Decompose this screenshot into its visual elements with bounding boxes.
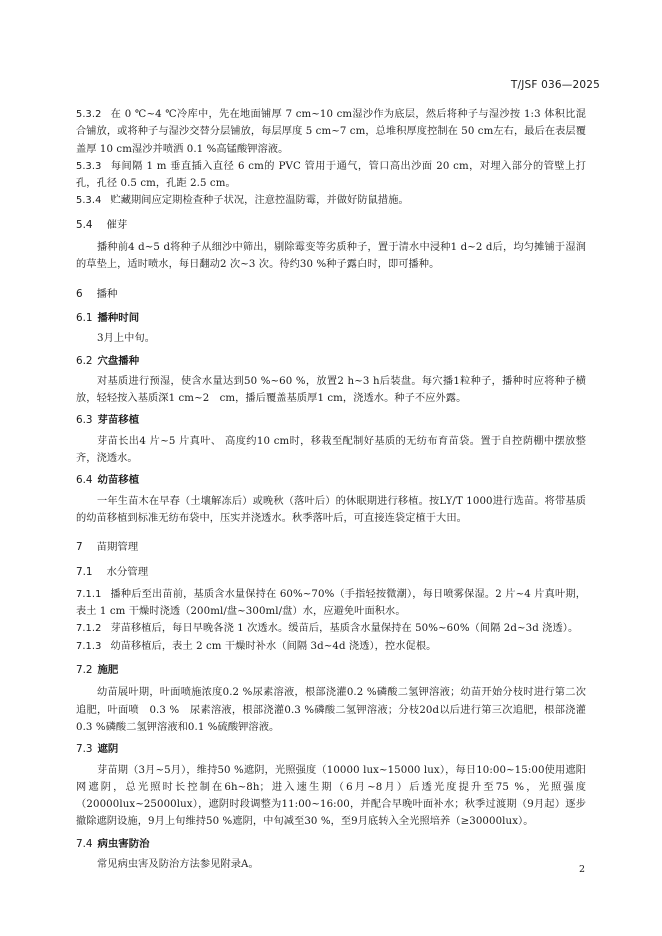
heading-7-4 bbox=[76, 836, 586, 853]
heading-title: 幼苗移植 bbox=[97, 474, 140, 487]
heading-title: 播种 bbox=[96, 287, 118, 300]
paragraph-7-2: 幼苗展叶期，叶面喷施浓度0.2 %尿素溶液，根部浇灌0.2 %磷酸二氢钾溶液；幼苗开始分枝时进行第二次追肥，叶面喷 0.3 % 尿素溶液，根部浇灌0.3 %磷酸二氢钾溶液；分枝20d以后进行第三次追肥，根部浇灌0.3 %磷酸二氢钾溶液和0.1 %硫酸钾溶液。 bbox=[76, 687, 586, 733]
heading-6-3 bbox=[76, 412, 586, 429]
clause-7-1-2 bbox=[76, 620, 586, 637]
heading-title: 遮阴 bbox=[97, 743, 119, 756]
heading-title: 水分管理 bbox=[106, 565, 149, 578]
heading-7-3 bbox=[76, 741, 586, 758]
paragraph-6-3: 芽苗长出4 片~5 片真叶、 高度约10 cm时，移栽至配制好基质的无纺布育苗袋。置于自控荫棚中摆放整齐，浇透水。 bbox=[76, 435, 586, 465]
heading-number: 6.2 bbox=[76, 354, 93, 367]
heading-number: 5.4 bbox=[76, 218, 93, 231]
heading-number: 7 bbox=[76, 541, 83, 554]
heading-7 bbox=[76, 539, 586, 556]
heading-number: 6.3 bbox=[76, 414, 93, 427]
clause-5-3-3 bbox=[76, 158, 586, 193]
clause-number: 7.1.1 bbox=[76, 588, 102, 600]
heading-number: 7.1 bbox=[76, 565, 93, 578]
heading-6-4 bbox=[76, 472, 586, 489]
clause-number: 5.3.2 bbox=[76, 109, 102, 120]
paragraph-6-2: 对基质进行预湿，使含水量达到50 %~60 %，放置2 h~3 h后装盘。每穴播1粒种子，播种时应将种子横放，轻轻按入基质深1 cm~2 cm，播后覆盖基质厚1 cm，浇透水。种子不应外露。 bbox=[76, 375, 586, 405]
paragraph-7-3: 芽苗期（3月~5月），维持50 %遮阴，光照强度（10000 lux~15000 lux），每日10:00~15:00使用遮阳网遮阴，总光照时长控制在6h~8h；进入速生期（6月~8月）后透光度提升至75 %，光照强度（20000lux~25000lux），遮阴时段调整为11:00~16:00，并配合早晚叶面补水；秋季过渡期（9月起）逐步撤除遮阴设施，9月上旬维持50 %遮阴，中旬减至30 %，至9月底转入全光照培养（≥30000lux）。 bbox=[76, 764, 586, 828]
heading-number: 6.1 bbox=[76, 311, 93, 324]
heading-number: 7.2 bbox=[76, 664, 93, 677]
heading-number: 6.4 bbox=[76, 474, 93, 487]
clause-number: 5.3.4 bbox=[76, 195, 102, 207]
heading-5-4 bbox=[76, 217, 586, 234]
heading-title: 病虫害防治 bbox=[97, 837, 150, 850]
heading-number: 7.4 bbox=[76, 837, 93, 850]
heading-6 bbox=[76, 286, 586, 303]
heading-title: 芽苗移植 bbox=[97, 414, 140, 427]
clause-5-3-2 bbox=[76, 106, 586, 158]
heading-6-2 bbox=[76, 353, 586, 370]
paragraph-6-4: 一年生苗木在早春（土壤解冻后）或晚秋（落叶后）的休眠期进行移植。按LY/T 1000进行选苗。将带基质的幼苗移植到标准无纺布袋中，压实并浇透水。秋季落叶后，可直接连袋定植于大田。 bbox=[76, 495, 586, 524]
heading-title: 播种时间 bbox=[97, 311, 140, 324]
clause-number: 7.1.2 bbox=[76, 623, 102, 635]
heading-6-1 bbox=[76, 310, 586, 327]
clause-number: 7.1.3 bbox=[76, 640, 102, 652]
heading-title: 苗期管理 bbox=[96, 541, 139, 554]
heading-7-2 bbox=[76, 662, 586, 679]
clause-number: 5.3.3 bbox=[76, 160, 102, 172]
clause-5-3-4 bbox=[76, 192, 586, 209]
clause-text: 幼苗移植后，表土 2 cm 干燥时补水（间隔 3d~4d 浇透），控水促根。 bbox=[110, 640, 437, 652]
clause-text: 每间隔 1 m 垂直插入直径 6 cm的 PVC 管用于通气，管口高出沙面 20 cm，对埋入部分的管壁上打孔，孔径 0.5 cm，孔距 2.5 cm。 bbox=[76, 160, 586, 190]
doc-code-header: T/JSF 036—2025 bbox=[510, 79, 600, 91]
paragraph-6-1: 3月上中旬。 bbox=[97, 333, 156, 345]
heading-7-1 bbox=[76, 564, 586, 581]
clause-7-1-1 bbox=[76, 586, 586, 621]
clause-7-1-3 bbox=[76, 638, 586, 655]
page-number: 2 bbox=[579, 864, 586, 875]
heading-number: 7.3 bbox=[76, 743, 93, 756]
clause-text: 播种后至出苗前，基质含水量保持在 60%~70%（手指轻按微潮），每日喷雾保湿。2 片~4 片真叶期，表土 1 cm 干燥时浇透（200ml/盘~300ml/盘）水，应避免叶面积水。 bbox=[76, 588, 586, 618]
clause-text: 贮藏期间应定期检查种子状况，注意控温防霉，并做好防鼠措施。 bbox=[110, 195, 409, 207]
paragraph-7-4: 常见病虫害及防治方法参见附录A。 bbox=[97, 858, 259, 870]
document-body bbox=[76, 106, 586, 873]
heading-title: 穴盘播种 bbox=[97, 354, 140, 367]
heading-number: 6 bbox=[76, 287, 83, 300]
paragraph-5-4: 播种前4 d~5 d将种子从细沙中筛出，剔除霉变等劣质种子，置于清水中浸种1 d~2 d后，均匀摊铺于湿润的草垫上，适时喷水，每日翻动2 次~3 次。待约30 %种子露白时，即可播种。 bbox=[76, 242, 586, 271]
heading-title: 施肥 bbox=[97, 664, 119, 677]
heading-title: 催芽 bbox=[106, 218, 128, 231]
clause-text: 在 0 ℃~4 ℃冷库中，先在地面铺厚 7 cm~10 cm湿沙作为底层，然后将种子与湿沙按 1:3 体积比混合铺放，或将种子与湿沙交替分层铺放，每层厚度 5 cm~7 cm，总堆积厚度控制在 50 cm左右，最后在表层覆盖厚 10 cm湿沙并喷洒 0.1 %高锰酸钾溶液。 bbox=[76, 109, 586, 155]
clause-text: 芽苗移植后，每日早晚各浇 1 次透水。缓苗后，基质含水量保持在 50%~60%（间隔 2d~3d 浇透）。 bbox=[110, 623, 579, 635]
